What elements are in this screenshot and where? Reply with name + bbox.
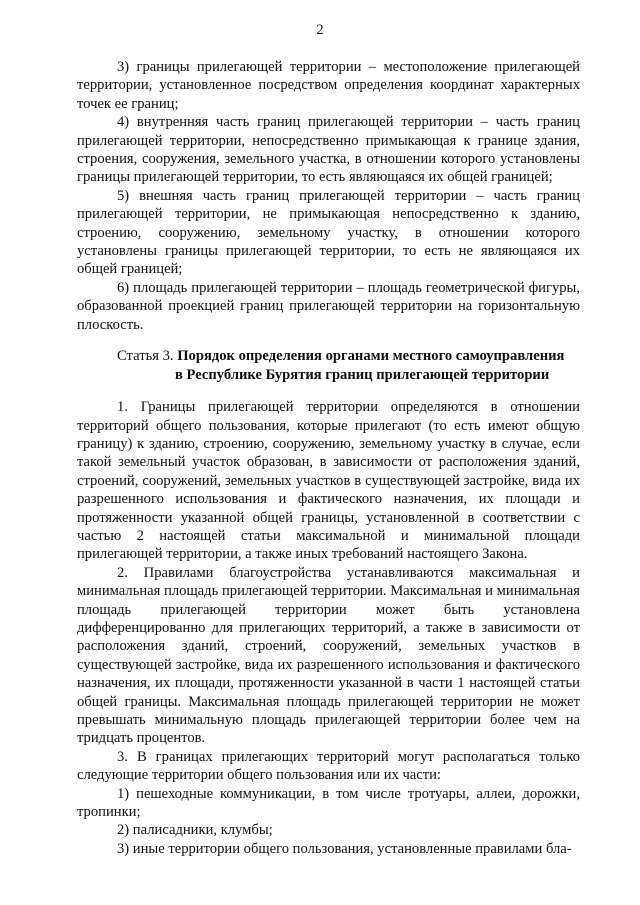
paragraph-definition-4: 4) внутренняя часть границ прилегающей территории – часть границ прилегающей территории, непосредственно примыкающая к границе здания, строения, сооружения, земельного участка, в отношении которого установлены границы прилегающей территории, то есть являющаяся их общей границей; xyxy=(77,114,580,186)
article-title-line1: Порядок определения органами местного самоуправления xyxy=(177,348,565,365)
list-item-2: 2) палисадники, клумбы; xyxy=(117,822,273,839)
paragraph-part-2: 2. Правилами благоустройства устанавливаются максимальная и минимальная площадь прилегающей территории. Максимальная и минимальная площадь прилегающей территории может быть установлена дифференцированно для прилегающих территорий, а также в зависимости от расположения зданий, строений, сооружений, земельных участков в существующей застройке, вида их разрешенного использования и фактического назначения, их площади, протяженности указанной в части 1 настоящей статьи общей границы. Максимальная площадь прилегающей территории не может превышать минимальную площадь прилегающей территории более чем на тридцать процентов. xyxy=(77,564,580,747)
list-item-3: 3) иные территории общего пользования, установленные правилами бла- xyxy=(117,840,572,857)
article-number: Статья 3. xyxy=(117,348,174,365)
list-item-1: 1) пешеходные коммуникации, в том числе тротуары, аллеи, дорожки, тропинки; xyxy=(77,785,580,821)
paragraph-definition-3: 3) границы прилегающей территории – местоположение прилегающей территории, установленное посредством определения координат характерных точек ее границ; xyxy=(77,59,580,112)
page-number: 2 xyxy=(316,22,324,38)
article-title-line2: в Республике Бурятия границ прилегающей территории xyxy=(175,367,550,384)
paragraph-definition-5: 5) внешняя часть границ прилегающей территории – часть границ прилегающей территории, не примыкающая непосредственно к зданию, строению, сооружению, земельному участку, в отношении которого установлены границы прилегающей территории, то есть не являющаяся их общей границей; xyxy=(77,187,580,278)
document-body xyxy=(77,58,580,858)
paragraph-part-3: 3. В границах прилегающих территорий могут располагаться только следующие территории общего пользования или их части: xyxy=(77,748,580,784)
paragraph-part-1: 1. Границы прилегающей территории определяются в отношении территорий общего пользования, которые прилегают (то есть имеют общую границу) к зданию, строению, сооружению, земельному участку в случае, если такой земельный участок образован, в зависимости от расположения зданий, строений, сооружений, земельных участков в существующей застройке, вида их разрешенного использования и фактического назначения, их площади и протяженности указанной общей границы, установленной в соответствии с частью 2 настоящей статьи максимальной и минимальной площади прилегающей территории, а также иных требований настоящего Закона. xyxy=(77,399,580,563)
article-heading xyxy=(77,347,580,385)
paragraph-definition-6: 6) площадь прилегающей территории – площадь геометрической фигуры, образованной проекцией границ прилегающей территории на горизонтальную плоскость. xyxy=(77,279,580,333)
